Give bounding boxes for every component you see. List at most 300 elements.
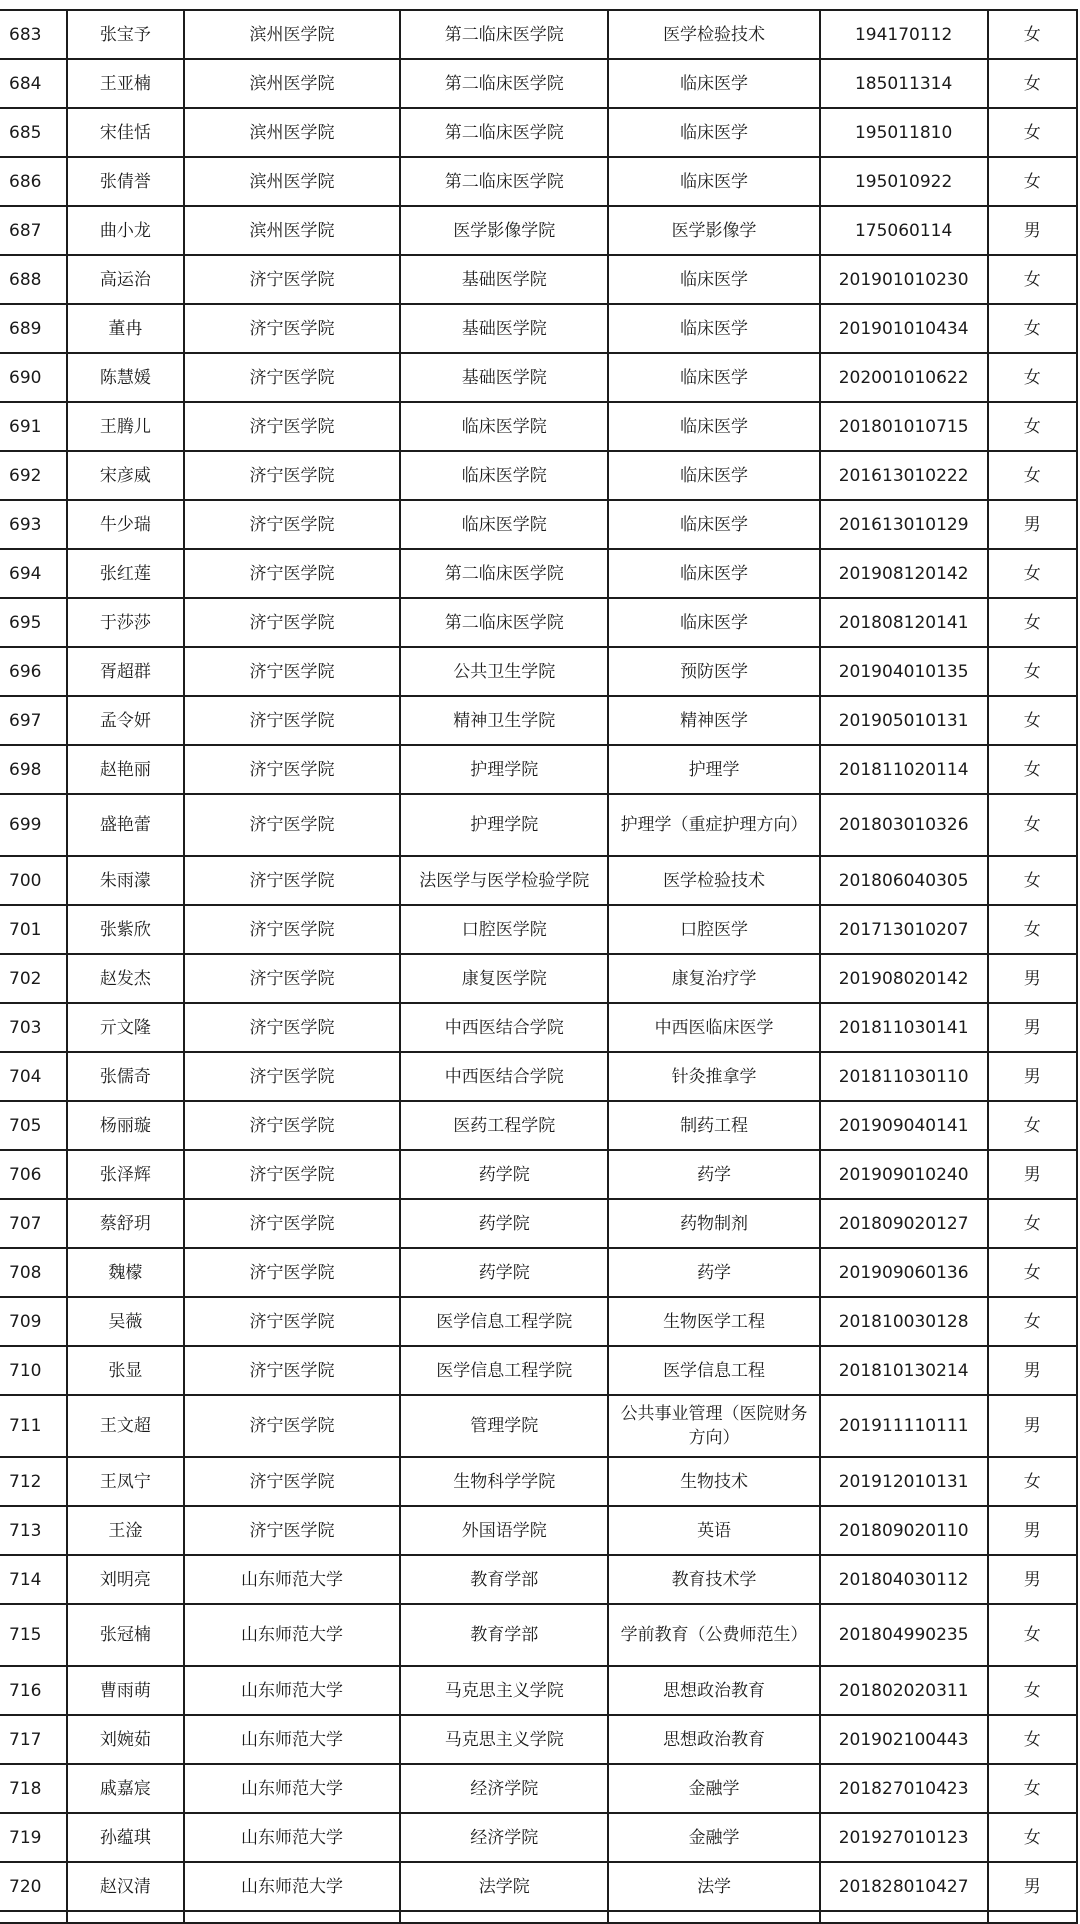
cell-gender: 男 [988,1150,1077,1199]
cell-school: 济宁医学院 [184,353,400,402]
cell-major: 护理学 [608,745,819,794]
cell-name: 王亚楠 [67,59,184,108]
cell-number: 699 [0,794,67,856]
cell-major: 临床医学 [608,59,819,108]
cell-name: 戚嘉宸 [67,1764,184,1813]
cell-gender: 女 [988,1764,1077,1813]
cell-student-id: 201713010207 [820,905,988,954]
cell-student-id: 201803010326 [820,794,988,856]
table-row [0,402,1077,451]
cell-number: 696 [0,647,67,696]
cell-gender: 女 [988,1457,1077,1506]
cell-student-id: 201804030112 [820,1555,988,1604]
cell-number: 703 [0,1003,67,1052]
cell-gender: 男 [988,954,1077,1003]
cell-number: 716 [0,1666,67,1715]
table-row [0,1150,1077,1199]
cell-number: 719 [0,1813,67,1862]
cell-number: 687 [0,206,67,255]
cell-major: 生物技术 [608,1457,819,1506]
cell-major: 护理学（重症护理方向） [608,794,819,856]
table-row [0,1052,1077,1101]
cell-major: 教育技术学 [608,1555,819,1604]
cell-gender: 女 [988,353,1077,402]
cell-number: 710 [0,1346,67,1395]
cell-name: 朱雨濛 [67,856,184,905]
cell-number: 712 [0,1457,67,1506]
cell-name: 曹雨萌 [67,1666,184,1715]
cell-college: 医学影像学院 [400,206,608,255]
cell-school: 济宁医学院 [184,598,400,647]
cell-student-id: 201908120142 [820,549,988,598]
cell-gender: 女 [988,549,1077,598]
cell-major: 精神医学 [608,696,819,745]
cell-number: 715 [0,1604,67,1666]
table-row [0,905,1077,954]
cell-gender: 女 [988,647,1077,696]
cell-gender: 男 [988,500,1077,549]
cell-number: 684 [0,59,67,108]
cell-gender: 男 [988,206,1077,255]
cell-major: 医学信息工程 [608,1346,819,1395]
cell-student-id: 201802020311 [820,1666,988,1715]
cell-school: 山东师范大学 [184,1764,400,1813]
cell-college: 马克思主义学院 [400,1715,608,1764]
table-row [0,1813,1077,1862]
table-row [0,1862,1077,1911]
table-row [0,794,1077,856]
cell-major: 临床医学 [608,255,819,304]
cell-name: 张宝予 [67,10,184,59]
cell-college: 药学院 [400,1199,608,1248]
cell-number: 700 [0,856,67,905]
cell-number: 690 [0,353,67,402]
cell-college: 基础医学院 [400,353,608,402]
cell-number: 713 [0,1506,67,1555]
cell-name: 王文超 [67,1395,184,1457]
cell-student-id: 201808120141 [820,598,988,647]
cell-school: 济宁医学院 [184,696,400,745]
table-row [0,59,1077,108]
cell-student-id: 201801010715 [820,402,988,451]
cell-name: 赵汉清 [67,1862,184,1911]
cell-name: 王淦 [67,1506,184,1555]
table-row [0,647,1077,696]
cell-major: 制药工程 [608,1101,819,1150]
table-row [0,1297,1077,1346]
cell-student-id: 201809020110 [820,1506,988,1555]
table-row [0,255,1077,304]
cell-student-id: 175060114 [820,206,988,255]
cell-school: 济宁医学院 [184,255,400,304]
table-row [0,304,1077,353]
cell-school: 济宁医学院 [184,794,400,856]
cell-name: 张倩誉 [67,157,184,206]
cell-student-id: 201811030110 [820,1052,988,1101]
cell-school: 济宁医学院 [184,1346,400,1395]
cell-number: 708 [0,1248,67,1297]
cell-college: 第二临床医学院 [400,108,608,157]
cell-number: 718 [0,1764,67,1813]
table-row [0,108,1077,157]
cell-number: 694 [0,549,67,598]
cell-gender: 女 [988,1813,1077,1862]
cell-student-id: 201810130214 [820,1346,988,1395]
cell-number: 717 [0,1715,67,1764]
empty-cell [820,1911,988,1923]
table-row-partial [0,1911,1077,1923]
cell-student-id: 201809020127 [820,1199,988,1248]
cell-major: 思想政治教育 [608,1666,819,1715]
cell-major: 金融学 [608,1764,819,1813]
table-row [0,856,1077,905]
table-row [0,1395,1077,1457]
empty-cell [608,1911,819,1923]
cell-major: 药学 [608,1150,819,1199]
cell-school: 济宁医学院 [184,1003,400,1052]
table-row [0,745,1077,794]
cell-college: 精神卫生学院 [400,696,608,745]
cell-school: 济宁医学院 [184,1101,400,1150]
table-row [0,451,1077,500]
cell-school: 滨州医学院 [184,10,400,59]
cell-school: 济宁医学院 [184,1457,400,1506]
cell-number: 711 [0,1395,67,1457]
cell-gender: 男 [988,1555,1077,1604]
table-row [0,549,1077,598]
cell-number: 689 [0,304,67,353]
cell-student-id: 201613010222 [820,451,988,500]
cell-student-id: 201911110111 [820,1395,988,1457]
cell-name: 孟令妍 [67,696,184,745]
cell-number: 698 [0,745,67,794]
top-edge [0,0,1080,8]
cell-gender: 女 [988,696,1077,745]
cell-number: 707 [0,1199,67,1248]
cell-name: 张冠楠 [67,1604,184,1666]
cell-name: 曲小龙 [67,206,184,255]
table-row [0,500,1077,549]
table-row [0,1555,1077,1604]
cell-name: 宋佳恬 [67,108,184,157]
cell-name: 张红莲 [67,549,184,598]
cell-name: 赵艳丽 [67,745,184,794]
cell-gender: 男 [988,1003,1077,1052]
cell-student-id: 201811020114 [820,745,988,794]
cell-name: 刘婉茹 [67,1715,184,1764]
cell-college: 基础医学院 [400,255,608,304]
cell-college: 医学信息工程学院 [400,1346,608,1395]
cell-gender: 女 [988,304,1077,353]
cell-major: 临床医学 [608,500,819,549]
table-body [0,10,1077,1923]
cell-gender: 女 [988,1248,1077,1297]
cell-gender: 男 [988,1506,1077,1555]
cell-gender: 男 [988,1862,1077,1911]
cell-gender: 女 [988,1715,1077,1764]
cell-school: 济宁医学院 [184,1395,400,1457]
cell-name: 高运治 [67,255,184,304]
cell-college: 药学院 [400,1150,608,1199]
cell-school: 济宁医学院 [184,304,400,353]
student-list-table [0,9,1078,1924]
cell-college: 中西医结合学院 [400,1003,608,1052]
cell-name: 宋彦威 [67,451,184,500]
cell-major: 临床医学 [608,108,819,157]
cell-major: 临床医学 [608,598,819,647]
cell-major: 药物制剂 [608,1199,819,1248]
table-row [0,1199,1077,1248]
cell-name: 刘明亮 [67,1555,184,1604]
cell-major: 金融学 [608,1813,819,1862]
empty-cell [184,1911,400,1923]
cell-student-id: 201909010240 [820,1150,988,1199]
cell-school: 山东师范大学 [184,1604,400,1666]
cell-major: 药学 [608,1248,819,1297]
cell-school: 山东师范大学 [184,1555,400,1604]
cell-college: 护理学院 [400,794,608,856]
cell-gender: 女 [988,794,1077,856]
cell-school: 济宁医学院 [184,647,400,696]
cell-number: 714 [0,1555,67,1604]
cell-college: 临床医学院 [400,402,608,451]
cell-student-id: 201909060136 [820,1248,988,1297]
cell-number: 693 [0,500,67,549]
cell-major: 临床医学 [608,451,819,500]
cell-name: 牛少瑞 [67,500,184,549]
cell-college: 公共卫生学院 [400,647,608,696]
table-row [0,1003,1077,1052]
empty-cell [400,1911,608,1923]
cell-school: 济宁医学院 [184,402,400,451]
table-row [0,1666,1077,1715]
cell-name: 赵发杰 [67,954,184,1003]
cell-student-id: 201811030141 [820,1003,988,1052]
cell-name: 王腾儿 [67,402,184,451]
cell-major: 医学检验技术 [608,856,819,905]
cell-number: 685 [0,108,67,157]
cell-student-id: 201901010230 [820,255,988,304]
cell-number: 720 [0,1862,67,1911]
cell-gender: 男 [988,1395,1077,1457]
cell-gender: 男 [988,1346,1077,1395]
cell-college: 医学信息工程学院 [400,1297,608,1346]
cell-major: 英语 [608,1506,819,1555]
empty-cell [988,1911,1077,1923]
cell-number: 692 [0,451,67,500]
cell-gender: 女 [988,157,1077,206]
cell-college: 第二临床医学院 [400,10,608,59]
cell-name: 董冉 [67,304,184,353]
cell-school: 滨州医学院 [184,108,400,157]
cell-college: 生物科学学院 [400,1457,608,1506]
cell-major: 预防医学 [608,647,819,696]
cell-school: 山东师范大学 [184,1666,400,1715]
cell-college: 经济学院 [400,1813,608,1862]
table-row [0,1715,1077,1764]
table-row [0,1248,1077,1297]
table-row [0,1457,1077,1506]
cell-gender: 女 [988,1199,1077,1248]
cell-student-id: 201810030128 [820,1297,988,1346]
cell-gender: 女 [988,905,1077,954]
cell-name: 吴薇 [67,1297,184,1346]
cell-college: 法医学与医学检验学院 [400,856,608,905]
cell-school: 济宁医学院 [184,1506,400,1555]
cell-gender: 女 [988,402,1077,451]
cell-school: 滨州医学院 [184,157,400,206]
cell-gender: 女 [988,745,1077,794]
empty-cell [67,1911,184,1923]
cell-school: 济宁医学院 [184,905,400,954]
cell-school: 济宁医学院 [184,451,400,500]
cell-college: 第二临床医学院 [400,157,608,206]
cell-gender: 女 [988,108,1077,157]
cell-school: 山东师范大学 [184,1813,400,1862]
cell-gender: 女 [988,1101,1077,1150]
table-row [0,1604,1077,1666]
cell-student-id: 201909040141 [820,1101,988,1150]
cell-major: 临床医学 [608,549,819,598]
table-row [0,1506,1077,1555]
table-row [0,353,1077,402]
cell-gender: 女 [988,59,1077,108]
cell-major: 临床医学 [608,353,819,402]
cell-college: 教育学部 [400,1555,608,1604]
cell-number: 695 [0,598,67,647]
cell-name: 张儒奇 [67,1052,184,1101]
cell-gender: 男 [988,1052,1077,1101]
cell-number: 705 [0,1101,67,1150]
cell-student-id: 201806040305 [820,856,988,905]
cell-school: 滨州医学院 [184,59,400,108]
cell-college: 第二临床医学院 [400,549,608,598]
cell-name: 张显 [67,1346,184,1395]
cell-number: 686 [0,157,67,206]
cell-name: 张紫欣 [67,905,184,954]
cell-college: 法学院 [400,1862,608,1911]
cell-school: 济宁医学院 [184,500,400,549]
cell-student-id: 201901010434 [820,304,988,353]
cell-gender: 女 [988,1604,1077,1666]
cell-school: 济宁医学院 [184,1248,400,1297]
cell-major: 临床医学 [608,304,819,353]
cell-gender: 女 [988,598,1077,647]
cell-major: 医学影像学 [608,206,819,255]
cell-college: 康复医学院 [400,954,608,1003]
cell-name: 魏檬 [67,1248,184,1297]
cell-college: 教育学部 [400,1604,608,1666]
cell-gender: 女 [988,856,1077,905]
cell-major: 临床医学 [608,157,819,206]
cell-number: 688 [0,255,67,304]
cell-school: 济宁医学院 [184,954,400,1003]
cell-school: 济宁医学院 [184,1297,400,1346]
cell-college: 口腔医学院 [400,905,608,954]
cell-college: 外国语学院 [400,1506,608,1555]
table-row [0,696,1077,745]
cell-student-id: 201908020142 [820,954,988,1003]
cell-major: 临床医学 [608,402,819,451]
cell-name: 蔡舒玥 [67,1199,184,1248]
cell-number: 683 [0,10,67,59]
cell-major: 生物医学工程 [608,1297,819,1346]
cell-college: 临床医学院 [400,500,608,549]
cell-number: 702 [0,954,67,1003]
cell-student-id: 201804990235 [820,1604,988,1666]
table-row [0,598,1077,647]
cell-gender: 女 [988,1666,1077,1715]
cell-major: 口腔医学 [608,905,819,954]
cell-school: 山东师范大学 [184,1862,400,1911]
cell-name: 孙蕴琪 [67,1813,184,1862]
cell-name: 胥超群 [67,647,184,696]
cell-college: 经济学院 [400,1764,608,1813]
cell-student-id: 202001010622 [820,353,988,402]
table-row [0,1101,1077,1150]
cell-school: 济宁医学院 [184,1199,400,1248]
cell-student-id: 201927010123 [820,1813,988,1862]
cell-college: 临床医学院 [400,451,608,500]
table-row [0,1764,1077,1813]
empty-cell [0,1911,67,1923]
cell-student-id: 201912010131 [820,1457,988,1506]
cell-student-id: 195010922 [820,157,988,206]
cell-number: 701 [0,905,67,954]
cell-student-id: 201904010135 [820,647,988,696]
cell-gender: 女 [988,10,1077,59]
cell-college: 护理学院 [400,745,608,794]
cell-student-id: 201828010427 [820,1862,988,1911]
cell-student-id: 195011810 [820,108,988,157]
table-row [0,10,1077,59]
cell-college: 基础医学院 [400,304,608,353]
cell-gender: 女 [988,451,1077,500]
cell-name: 王凤宁 [67,1457,184,1506]
table-row [0,206,1077,255]
cell-name: 于莎莎 [67,598,184,647]
cell-major: 针灸推拿学 [608,1052,819,1101]
cell-number: 706 [0,1150,67,1199]
cell-major: 学前教育（公费师范生） [608,1604,819,1666]
cell-school: 济宁医学院 [184,745,400,794]
table-row [0,157,1077,206]
cell-student-id: 201613010129 [820,500,988,549]
cell-number: 704 [0,1052,67,1101]
cell-number: 697 [0,696,67,745]
cell-major: 思想政治教育 [608,1715,819,1764]
cell-college: 第二临床医学院 [400,59,608,108]
cell-school: 山东师范大学 [184,1715,400,1764]
cell-student-id: 201902100443 [820,1715,988,1764]
cell-school: 济宁医学院 [184,1052,400,1101]
cell-major: 公共事业管理（医院财务方向） [608,1395,819,1457]
cell-major: 中西医临床医学 [608,1003,819,1052]
cell-college: 中西医结合学院 [400,1052,608,1101]
cell-student-id: 201827010423 [820,1764,988,1813]
cell-number: 709 [0,1297,67,1346]
cell-college: 药学院 [400,1248,608,1297]
cell-school: 济宁医学院 [184,856,400,905]
cell-college: 管理学院 [400,1395,608,1457]
cell-student-id: 185011314 [820,59,988,108]
cell-college: 医药工程学院 [400,1101,608,1150]
cell-college: 第二临床医学院 [400,598,608,647]
cell-name: 亓文隆 [67,1003,184,1052]
cell-school: 滨州医学院 [184,206,400,255]
cell-major: 法学 [608,1862,819,1911]
cell-student-id: 194170112 [820,10,988,59]
